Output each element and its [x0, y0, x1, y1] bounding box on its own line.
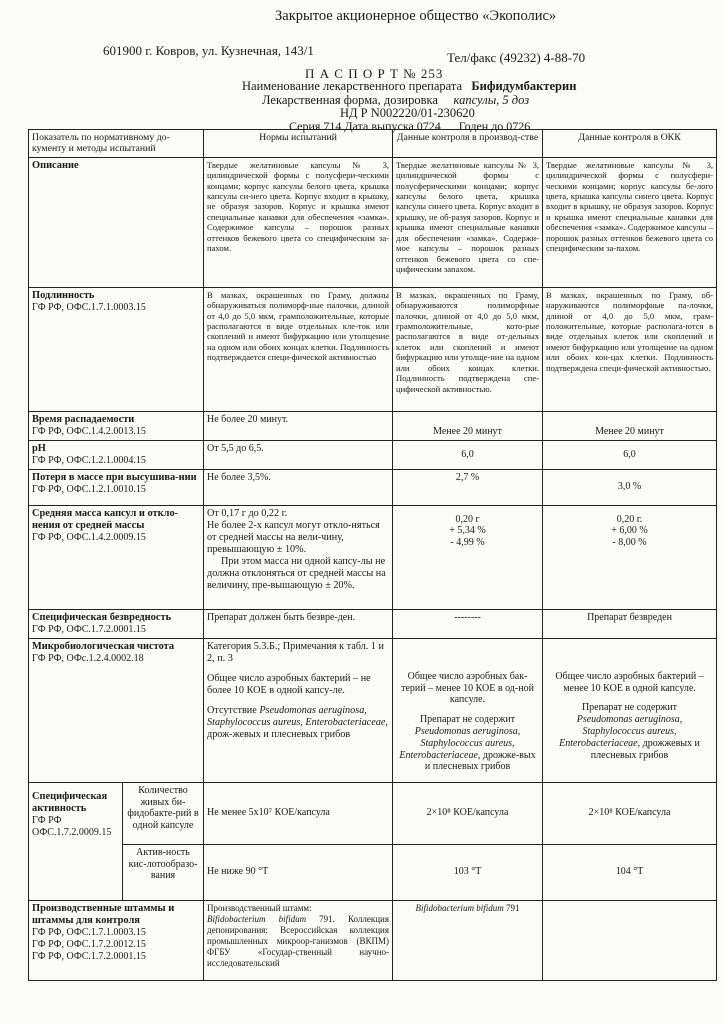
norm-text: Твердые желатиновые капсулы № 3, цилиндрической формы с полусфери-ческими концами; корпус капсулы белого цвета, крышка капсулы си-него цвета. Корпус входит в крышку, не образуя зазоров. Корпус и крышка имеют специальные канавки для обеспечения «замка». Содержимое капсулы – порошок разных оттенков бежевого цвета со специфическим за-пахом.: [204, 157, 393, 287]
norm-deviation-20: При этом масса ни одной капсу-лы не должна отклоняться от средней массы на величину, пре-вышающую ± 20%.: [207, 555, 386, 591]
okk-text: В мазках, окрашенных по Граму, об-наруживаются полиморфные па-лочки, длиной от 4,0 до 5,0 мкм, грам-положительные, которые располага-ются в виде отдельных клеток или скоплений и имеют бифуркацию или утолщение на одном или обоих кон-цах клетки. Подлинность подтверждена специ-фической активностью.: [543, 287, 717, 411]
param-method: ГФ РФ, ОФС.1.2.1.0004.15: [32, 454, 146, 466]
producer-value: 2,7 %: [393, 469, 543, 505]
okk-value: 6,0: [543, 440, 717, 469]
nd-number: НД Р N002220/01-230620: [340, 106, 475, 120]
okk-value: Менее 20 минут: [543, 411, 717, 440]
producer-value: 6,0: [393, 440, 543, 469]
company-phone: Тел/факс (49232) 4-88-70: [447, 50, 586, 65]
header-okk: Данные контроля в ОКК: [543, 130, 717, 158]
row-average-mass: [29, 505, 717, 609]
row-authenticity: [29, 287, 717, 411]
param-method: ГФ РФ, ОФС.1.7.1.0003.15: [32, 301, 146, 313]
producer-fungi: дрожже-вых и плесневых грибов: [424, 749, 536, 773]
param-name: Потеря в массе при высушива-нии: [32, 471, 197, 483]
okk-minus: - 8,00 %: [612, 537, 647, 549]
passport-number: 253: [420, 66, 444, 81]
row-disintegration: [29, 411, 717, 440]
producer-text: Твердые желатиновые капсулы № 3, цилиндрической формы с полусферическими концами; корпус капсулы белого цвета, крышка капсулы синего цвета. Корпус входит в крышку, не об-разуя зазоров. Корпус и крышка имеют специальные канавки для обеспечения «замка». Содержи-мое капсулы – порошок разных оттенков бежевого цвета со спе-цифическим запахом.: [393, 157, 543, 287]
series-date: Серия 714 Дата выпуска 0724: [289, 119, 441, 133]
norm-text: Не менее 5х10⁷ КОЕ/капсула: [204, 782, 393, 844]
passport-label: П А С П О Р Т №: [305, 66, 417, 81]
okk-mass: 0,20 г.: [616, 513, 643, 525]
row-ph: [29, 440, 717, 469]
row-activity-acid: [29, 844, 717, 900]
param-method-1: ГФ РФ: [32, 815, 62, 827]
header-norms: Нормы испытаний: [204, 130, 393, 158]
norm-deviation-10: Не более 2-х капсул могут откло-няться от средней массы на вели-чину, превышающую ± 10%.: [207, 519, 380, 555]
producer-minus: - 4,99 %: [450, 537, 485, 549]
param-name: Специфическая безвредность: [32, 611, 172, 623]
norm-text: Препарат должен быть безвре-ден.: [204, 609, 393, 638]
producer-value: --------: [393, 609, 543, 638]
norm-text: Не более 3,5%.: [204, 469, 393, 505]
param-name: Подлинность: [32, 289, 95, 301]
param-name: Описание: [32, 159, 79, 171]
okk-absence: Препарат не содержит: [581, 702, 678, 714]
header-indicator: Показатель по нормативному до-кументу и методы испытаний: [29, 130, 204, 158]
param-method: ГФ РФ, ОФС.1.7.2.0001.15: [32, 950, 146, 962]
drug-name-line: [242, 79, 576, 94]
param-method: ГФ РФ, ОФС.1.7.2.0012.15: [32, 939, 146, 951]
norm-bacteria: Pseudomonas aeruginosa, Staphylococcus aureus, Enterobacteriaceae,: [207, 704, 388, 728]
norm-strain: Bifidobacterium bifidum: [207, 913, 307, 924]
norm-range: От 0,17 г до 0,22 г.: [207, 507, 288, 519]
okk-plus: + 6,00 %: [611, 525, 648, 537]
producer-plus: + 5,34 %: [449, 525, 486, 537]
okk-text: Твердые желатиновые капсулы № 3, цилиндрической формы с полусфери-ческими концами; корпус капсулы бе-лого цвета, крышка капсулы синего цвета. Корпус входит в крышку, не образуя зазоров. Корпус и крышка имеют специальные канавки для обеспечения «замка». Содержимое капсулы – порошок разных оттенков бежевого цвета со специфическим за-пахом.: [543, 157, 717, 287]
param-method: ГФ РФ, ОФс.1.2.4.0002.18: [32, 652, 144, 664]
producer-mass: 0,20 г: [455, 513, 480, 525]
norm-category: Категория 5.3.Б.; Примечания к табл. 1 и 2, п. 3: [207, 640, 384, 664]
param-name: Специфическая активность: [32, 790, 108, 814]
passport-table: [28, 129, 717, 981]
producer-text: В мазках, окрашенных по Граму, обнаруживаются полиморфные палочки, длиной от 4,0 до 5,0 мкм, грамположительные, кото-рые располагаются в виде от-дельных клеток или скоплений и имеют бифуркацию или утолще-ние на одном или обоих концах клетки. Подлинность подтверждена спе-цифической активностью.: [393, 287, 543, 411]
header-producer: Данные контроля в производ-стве: [393, 130, 543, 158]
param-name: Микробиологическая чистота: [32, 640, 175, 652]
dosage-form-value: капсулы, 5 доз: [453, 93, 530, 107]
param-name: Средняя масса капсул и откло-нения от средней массы: [32, 507, 179, 531]
table-header-row: [29, 130, 717, 158]
company-address: 601900 г. Ковров, ул. Кузнечная, 143/1: [103, 43, 314, 58]
row-safety: [29, 609, 717, 638]
okk-value: 2×10⁸ КОЕ/капсула: [543, 782, 717, 844]
param-name: Время распадаемости: [32, 413, 135, 425]
norm-total: Общее число аэробных бактерий – не более 10 КОЕ в одной капсу-ле.: [207, 672, 371, 696]
row-description: [29, 157, 717, 287]
producer-total: Общее число аэробных бак-терий – менее 10 КОЕ в од-ной капсуле.: [401, 670, 534, 706]
expiry-date: Годен до 0726: [458, 119, 531, 133]
norm-text: Не более 20 минут.: [204, 411, 393, 440]
row-strains: [29, 900, 717, 980]
sub-param-name: Актив-ность кис-лотообразо-вания: [123, 844, 204, 900]
okk-fungi: дрожжевых и плесневых грибов: [590, 737, 700, 761]
drug-name: Бифидумбактерин: [471, 79, 577, 93]
norm-text: В мазках, окрашенных по Граму, должны обнаруживаться полиморф-ные палочки, длиной от 4,0 до 5,0 мкм, грамположительные, которые располагаются в виде отдельных кле-ток или скоплений и имеют бифуркацию или утолщение на одном или обоих концах клетки. Подлинность подтверждается специ-фической активностью: [204, 287, 393, 411]
norm-absence: Отсутствие: [207, 704, 257, 716]
okk-bacteria: Pseudomonas aeruginosa, Staphylococcus aureus, Enterobacteriaceae,: [559, 714, 683, 749]
okk-value: 3,0 %: [543, 469, 717, 505]
param-name: Производственные штаммы и штаммы для контроля: [32, 902, 175, 926]
norm-fungi: дрож-жевых и плесневых грибов: [207, 728, 351, 740]
norm-text: 791. Коллекция депонирования: Всероссийская коллекция промышленных микроор-ганизмов (ВКПМ) ФГБУ «Государ-ственный научно-исследовательский: [207, 913, 390, 968]
producer-value: 2×10⁸ КОЕ/капсула: [393, 782, 543, 844]
row-micro-purity: [29, 638, 717, 782]
producer-strain: Bifidobacterium bifidum: [415, 902, 504, 913]
param-method: ГФ РФ, ОФС.1.4.2.0013.15: [32, 425, 146, 437]
okk-value: 104 °Т: [543, 844, 717, 900]
producer-value: 103 °Т: [393, 844, 543, 900]
param-method: ГФ РФ, ОФС.1.4.2.0009.15: [32, 532, 146, 544]
producer-value: Менее 20 минут: [393, 411, 543, 440]
okk-value: [543, 900, 717, 980]
param-method-2: ОФС.1.7.2.0009.15: [32, 827, 112, 839]
producer-bacteria: Pseudomonas aeruginosa, Staphylococcus aureus, Enterobacteriaceae,: [399, 725, 521, 761]
drug-name-label: Наименование лекарственного препарата: [242, 79, 463, 93]
param-method: ГФ РФ, ОФС.1.2.1.0010.15: [32, 483, 146, 495]
company-name: Закрытое акционерное общество «Экополис»: [275, 8, 557, 24]
okk-value: Препарат безвреден: [543, 609, 717, 638]
param-method: ГФ РФ, ОФС.1.7.1.0003.15: [32, 927, 146, 939]
row-drying-loss: [29, 469, 717, 505]
norm-text: От 5,5 до 6,5.: [204, 440, 393, 469]
sub-param-name: Количество живых би-фидобакте-рий в одной капсуле: [123, 782, 204, 844]
producer-strain-no: 791: [506, 902, 520, 913]
okk-total: Общее число аэробных бактерий – менее 10 КОЕ в одной капсуле.: [555, 670, 704, 694]
param-method: ГФ РФ, ОФС.1.7.2.0001.15: [32, 623, 146, 635]
dosage-form-label: Лекарственная форма, дозировка: [262, 93, 438, 107]
param-name: pH: [32, 442, 46, 454]
norm-label: Производственный штамм:: [207, 902, 312, 913]
row-activity-count: [29, 782, 717, 844]
producer-absence: Препарат не содержит: [419, 714, 516, 726]
norm-text: Не ниже 90 °Т: [204, 844, 393, 900]
